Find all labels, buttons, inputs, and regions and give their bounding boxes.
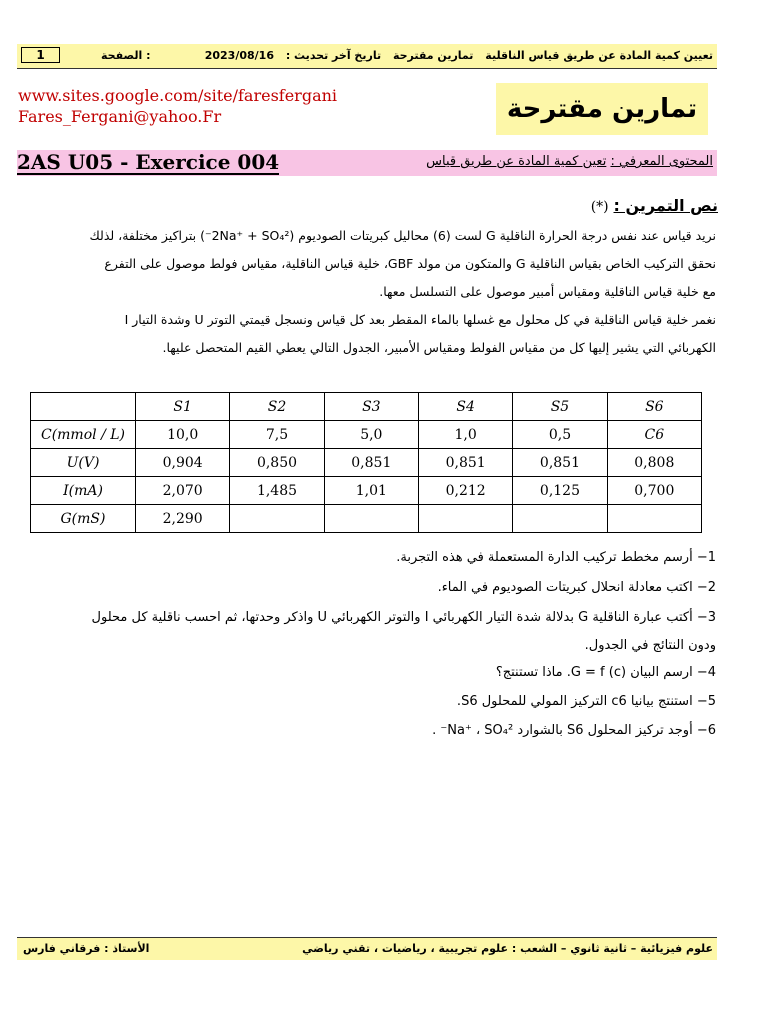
question-4: 4− ارسم البيان G = f (c). ماذا تستنتج؟ (495, 665, 716, 680)
table-cell (230, 505, 324, 533)
table-col-header: S3 (324, 393, 418, 421)
table-cell: 0,700 (607, 477, 701, 505)
table-col-header: S2 (230, 393, 324, 421)
table-cell: 0,212 (418, 477, 512, 505)
table-corner-cell (31, 393, 136, 421)
header-kind: تمارين مقترحة (392, 49, 474, 62)
exercise-bar (17, 150, 717, 176)
table-cell: 5,0 (324, 421, 418, 449)
exercise-code: 2AS U05 - Exercice 004 (17, 150, 280, 174)
table-cell: 2,290 (136, 505, 230, 533)
table-row-label: I(mA) (31, 477, 136, 505)
question-1: 1− أرسم مخطط تركيب الدارة المستعملة في هذه التجربة. (396, 550, 716, 565)
table-row (31, 505, 702, 533)
table-row-label: G(mS) (31, 505, 136, 533)
table-row (31, 449, 702, 477)
table-cell: 10,0 (136, 421, 230, 449)
question-6: 6− أوجد تركيز المحلول S6 بالشوارد Na⁺ ، SO₄²⁻ . (432, 723, 716, 738)
header-title: تعيين كمية المادة عن طريق قياس الناقلية (485, 49, 713, 62)
table-cell: C6 (607, 421, 701, 449)
table-cell: 0,851 (324, 449, 418, 477)
statement-line-3: مع خلية قياس الناقلية ومقياس أمبير موصول على التسلسل معها. (379, 284, 716, 299)
content-value: تعين كمية المادة عن طريق قياس (426, 154, 607, 169)
table-cell (324, 505, 418, 533)
table-col-header: S6 (607, 393, 701, 421)
measurement-table (30, 392, 702, 533)
footer-bar (17, 937, 717, 960)
page-label: الصفحة : (101, 49, 151, 62)
site-url[interactable]: www.sites.google.com/site/faresfergani (18, 86, 338, 105)
table-cell (418, 505, 512, 533)
title-box: تمارين مقترحة (496, 83, 708, 135)
table-cell: 7,5 (230, 421, 324, 449)
question-5: 5− استنتج بيانيا c6 التركيز المولي للمحلول S6. (456, 694, 716, 709)
table-cell: 0,5 (513, 421, 607, 449)
table-row (31, 477, 702, 505)
site-email[interactable]: Fares_Fergani@yahoo.Fr (18, 107, 222, 126)
table-cell: 0,904 (136, 449, 230, 477)
statement-line-1: نريد قياس عند نفس درجة الحرارة الناقلية G لست (6) محاليل كبريتات الصوديوم (2Na⁺ + SO₄²⁻) بتراكيز مختلفة، لذلك (89, 228, 716, 243)
table-cell: 1,0 (418, 421, 512, 449)
page-number: 1 (21, 47, 60, 63)
question-3: 3− أكتب عبارة الناقلية G بدلالة شدة التيار الكهربائي I والتوتر الكهربائي U واذكر وحدتها، ثم احسب ناقلية كل محلول (91, 610, 716, 625)
table-cell: 0,851 (513, 449, 607, 477)
table-cell: 0,850 (230, 449, 324, 477)
table-cell: 0,808 (607, 449, 701, 477)
statement-line-5: الكهربائي التي يشير إليها كل من مقياس الفولط ومقياس الأمبير، الجدول التالي يعطي القيم المتحصل عليها. (162, 340, 716, 355)
footer-subject: علوم فيزيائية – ثانية ثانوي – الشعب : علوم تجريبية ، رياضيات ، تقني رياضي (302, 942, 713, 955)
table-cell (607, 505, 701, 533)
table-cell: 1,485 (230, 477, 324, 505)
table-cell (513, 505, 607, 533)
table-cell: 0,125 (513, 477, 607, 505)
question-2: 2− اكتب معادلة انحلال كبريتات الصوديوم في الماء. (437, 580, 716, 595)
header-update-date: 2023/08/16 (204, 49, 274, 62)
content-line (426, 154, 713, 169)
statement-line-4: نغمر خلية قياس الناقلية في كل محلول مع غسلها بالماء المقطر بعد كل قياس ونسجل قيمتي التوتر U وشدة التيار I (124, 312, 716, 327)
footer-teacher: الأستاذ : فرقاني فارس (23, 942, 150, 955)
table-cell: 1,01 (324, 477, 418, 505)
statement-heading-text: نص التمرين : (613, 196, 718, 215)
question-3-continued: ودون النتائج في الجدول. (584, 638, 716, 653)
table-col-header: S4 (418, 393, 512, 421)
statement-line-2: نحقق التركيب الخاص بقياس الناقلية G والمتكون من مولد GBF، خلية قياس الناقلية، مقياس فولط موصول على التفرع (104, 256, 716, 271)
site-info (18, 85, 337, 127)
table-row-label: C(mmol / L) (31, 421, 136, 449)
table-header-row (31, 393, 702, 421)
table-cell: 0,851 (418, 449, 512, 477)
header-update-label: تاريخ آخر تحديث : (285, 49, 382, 62)
header-text (197, 49, 713, 62)
table-col-header: S5 (513, 393, 607, 421)
content-label: المحتوى المعرفي : (610, 154, 713, 169)
header-bar (17, 44, 717, 69)
table-cell: 2,070 (136, 477, 230, 505)
difficulty-level: (*) (590, 199, 609, 215)
table-col-header: S1 (136, 393, 230, 421)
table-row-label: U(V) (31, 449, 136, 477)
table-row (31, 421, 702, 449)
statement-heading (591, 196, 718, 215)
